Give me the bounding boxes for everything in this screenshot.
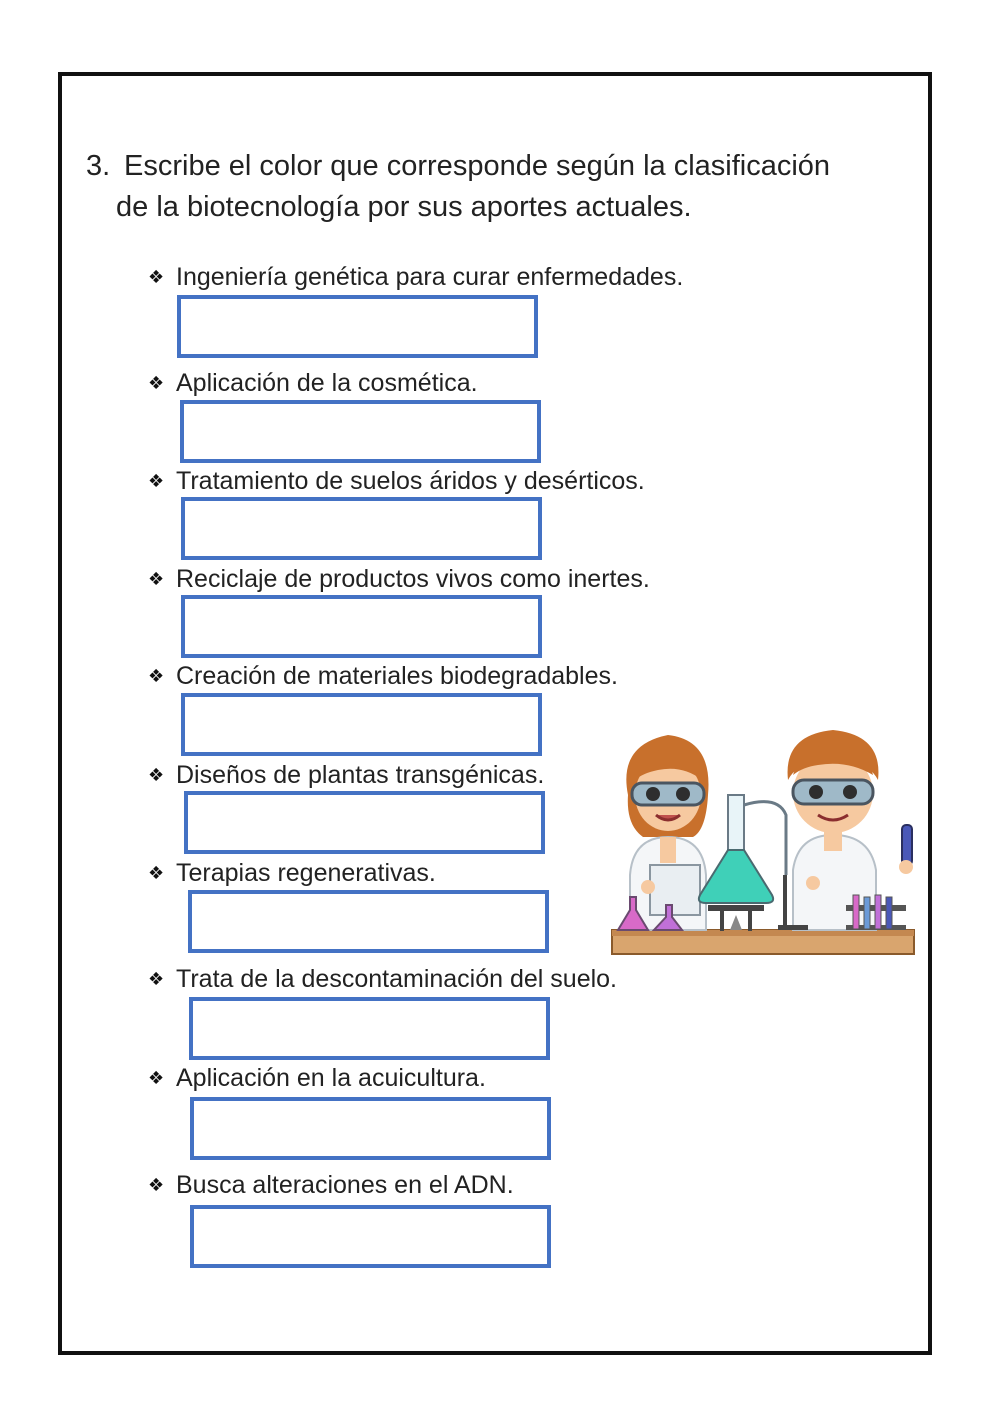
item-label-7 <box>148 858 436 888</box>
question-line-1 <box>86 146 936 187</box>
answer-box-4[interactable] <box>181 595 542 658</box>
item-text: Busca alteraciones en el ADN. <box>176 1171 514 1199</box>
lab-stand-base <box>778 925 808 930</box>
item-label-5 <box>148 661 618 691</box>
diamond-bullet-icon: ❖ <box>148 666 165 686</box>
answer-box-5[interactable] <box>181 693 542 756</box>
item-label-10 <box>148 1170 514 1200</box>
question-number: 3. <box>86 150 111 182</box>
question-text-1: Escribe el color que corresponde según la clasificación <box>124 150 831 182</box>
diamond-bullet-icon: ❖ <box>148 969 165 989</box>
item-label-3 <box>148 466 645 496</box>
question-line-2: de la biotecnología por sus aportes actuales. <box>116 191 692 223</box>
item-label-4 <box>148 564 650 594</box>
item-text: Creación de materiales biodegradables. <box>176 662 618 690</box>
diamond-bullet-icon: ❖ <box>148 1068 165 1088</box>
answer-box-10[interactable] <box>190 1205 551 1268</box>
item-label-2 <box>148 368 478 398</box>
answer-box-7[interactable] <box>188 890 549 953</box>
item-label-8 <box>148 964 617 994</box>
girl-scientist <box>626 735 708 930</box>
item-label-1 <box>148 262 683 292</box>
item-text: Reciclaje de productos vivos como inertes. <box>176 565 650 593</box>
diamond-bullet-icon: ❖ <box>148 863 165 883</box>
kids-science-lab-illustration <box>608 725 918 960</box>
item-text: Trata de la descontaminación del suelo. <box>176 965 618 993</box>
diamond-bullet-icon: ❖ <box>148 471 165 491</box>
diamond-bullet-icon: ❖ <box>148 267 165 287</box>
question-prompt <box>86 146 936 228</box>
answer-box-3[interactable] <box>181 497 542 560</box>
item-text: Tratamiento de suelos áridos y desérticos. <box>176 467 645 495</box>
answer-box-6[interactable] <box>184 791 545 854</box>
item-label-6 <box>148 760 544 790</box>
diamond-bullet-icon: ❖ <box>148 1175 165 1195</box>
diamond-bullet-icon: ❖ <box>148 569 165 589</box>
lab-stand <box>783 875 787 930</box>
green-flask <box>699 795 786 931</box>
item-text: Terapias regenerativas. <box>176 859 436 887</box>
answer-box-1[interactable] <box>177 295 538 358</box>
diamond-bullet-icon: ❖ <box>148 765 165 785</box>
boy-scientist <box>788 730 913 930</box>
answer-box-9[interactable] <box>190 1097 551 1160</box>
item-text: Aplicación en la acuicultura. <box>176 1064 486 1092</box>
test-tube-rack <box>846 895 906 930</box>
diamond-bullet-icon: ❖ <box>148 373 165 393</box>
item-text: Diseños de plantas transgénicas. <box>176 761 545 789</box>
item-label-9 <box>148 1063 486 1093</box>
item-text: Ingeniería genética para curar enfermedades. <box>176 263 684 291</box>
item-text: Aplicación de la cosmética. <box>176 369 478 397</box>
answer-box-8[interactable] <box>189 997 550 1060</box>
answer-box-2[interactable] <box>180 400 541 463</box>
